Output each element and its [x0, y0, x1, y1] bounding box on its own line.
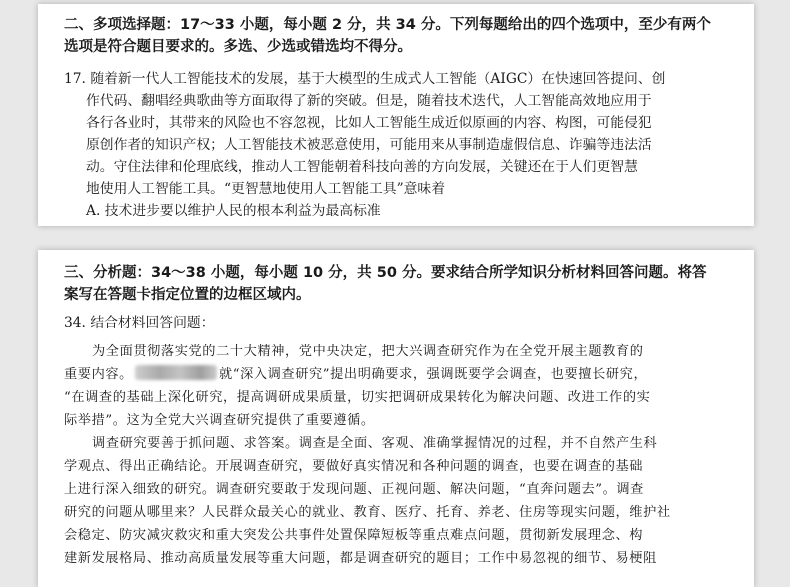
material-line: 建新发展格局、推动高质量发展等重大问题，都是调查研究的题目；工作中易忽视的细节、易梗阻: [64, 551, 657, 566]
material-line: 为全面贯彻落实党的二十大精神，党中央决定，把大兴调查研究作为在全党开展主题教育的: [92, 344, 644, 359]
question-line: 地使用人工智能工具。“更智慧地使用人工智能工具”意味着: [86, 181, 446, 197]
redacted-blur: [135, 365, 217, 380]
material-line-with-redaction: [64, 363, 728, 386]
exam-page-section-2: [38, 4, 754, 226]
heading-line: 选项是符合题目要求的。多选、少选或错选均不得分。: [64, 39, 412, 55]
question-line: 作代码、翻唱经典歌曲等方面取得了新的突破。但是，随着技术迭代，人工智能高效地应用于: [86, 93, 652, 109]
exam-page-section-3: [38, 250, 754, 587]
heading-line: 二、多项选择题：17～33 小题，每小题 2 分，共 34 分。下列每题给出的四个选项中，至少有两个: [64, 17, 711, 33]
material-line: 研究的问题从哪里来？人民群众最关心的就业、教育、医疗、托育、养老、住房等现实问题，维护社: [64, 505, 671, 520]
material-text-fragment: 重要内容。: [64, 367, 133, 382]
material-text-fragment: 就“深入调查研究”提出明确要求，强调既要学会调查，也要擅长研究，: [218, 367, 648, 382]
material-line: “在调查的基础上深化研究，提高调研成果质量，切实把调研成果转化为解决问题、改进工作的实: [64, 390, 651, 405]
question-17: [64, 68, 728, 200]
material-line: 会稳定、防灾减灾救灾和重大突发公共事件处置保障短板等重点难点问题，贯彻新发展理念、构: [64, 528, 644, 543]
option-a: A. 技术进步要以维护人民的根本利益为最高标准: [86, 203, 381, 219]
heading-line: 案写在答题卡指定位置的边框区域内。: [64, 287, 311, 303]
question-line: 各行各业时，其带来的风险也不容忽视，比如人工智能生成近似原画的内容、构图，可能侵犯: [86, 115, 652, 131]
material-text: [64, 340, 728, 570]
section-heading: [64, 14, 728, 58]
section-heading: [64, 262, 728, 306]
question-line: 动。守住法律和伦理底线，推动人工智能朝着科技向善的方向发展，关键还在于人们更智慧: [86, 159, 638, 175]
question-line: 17. 随着新一代人工智能技术的发展，基于大模型的生成式人工智能（AIGC）在快速回答提问、创: [64, 71, 666, 87]
heading-line: 三、分析题：34～38 小题，每小题 10 分，共 50 分。要求结合所学知识分析材料回答问题。将答: [64, 265, 707, 281]
material-line: 上进行深入细致的研究。调查研究要敢于发现问题、正视问题、解决问题，“直奔问题去”。调查: [64, 482, 644, 497]
material-line: 际举措”。这为全党大兴调查研究提供了重要遵循。: [64, 413, 375, 428]
question-line: 原创作者的知识产权；人工智能技术被恶意使用，可能用来从事制造虚假信息、诈骗等违法活: [86, 137, 652, 153]
question-34-intro: 34. 结合材料回答问题：: [64, 315, 215, 331]
material-line: 调查研究要善于抓问题、求答案。调查是全面、客观、准确掌握情况的过程，并不自然产生科: [92, 436, 658, 451]
material-line: 学观点、得出正确结论。开展调查研究，要做好真实情况和各种问题的调查，也要在调查的基础: [64, 459, 644, 474]
